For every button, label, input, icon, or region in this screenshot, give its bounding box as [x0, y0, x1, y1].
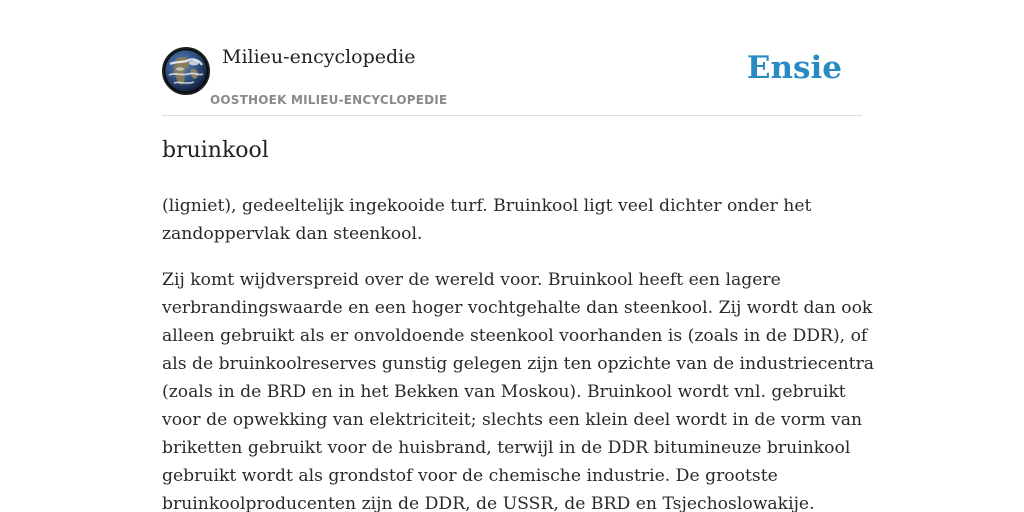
paragraph-line: gebruikt wordt als grondstof voor de chemische industrie. De grootste [162, 466, 778, 486]
paragraph-line: bruinkoolproducenten zijn de DDR, de USSR, de BRD en Tsjechoslowakije. [162, 494, 815, 512]
paragraph-line: zandoppervlak dan steenkool. [162, 224, 423, 244]
paragraph-line: voor de opwekking van elektriciteit; slechts een klein deel wordt in de vorm van [162, 410, 863, 430]
paragraph-line: (zoals in de BRD en in het Bekken van Moskou). Bruinkool wordt vnl. gebruikt [162, 382, 846, 402]
article-paragraph-2 [162, 266, 875, 512]
article-paragraph-1 [162, 192, 862, 248]
paragraph-line: verbrandingswaarde en een hoger vochtgehalte dan steenkool. Zij wordt dan ook [162, 298, 873, 318]
ensie-logo-link[interactable]: Ensie [746, 50, 842, 86]
paragraph-line: als de bruinkoolreserves gunstig gelegen zijn ten opzichte van de industriecentra [162, 354, 875, 374]
paragraph-line: (ligniet), gedeeltelijk ingekooide turf. Bruinkool ligt veel dichter onder het [162, 196, 812, 216]
article-body [162, 192, 875, 512]
earth-globe-icon[interactable] [162, 47, 210, 95]
site-name-link[interactable]: Milieu-encyclopedie [222, 46, 416, 68]
site-subtitle-link[interactable]: OOSTHOEK MILIEU-ENCYCLOPEDIE [210, 93, 448, 107]
article-title: bruinkool [162, 138, 269, 163]
paragraph-line: briketten gebruikt voor de huisbrand, terwijl in de DDR bitumineuze bruinkool [162, 438, 851, 458]
site-header [162, 46, 862, 116]
paragraph-line: Zij komt wijdverspreid over de wereld voor. Bruinkool heeft een lagere [162, 270, 781, 290]
earth-globe-graphic [164, 49, 208, 93]
paragraph-line: alleen gebruikt als er onvoldoende steenkool voorhanden is (zoals in de DDR), of [162, 326, 868, 346]
